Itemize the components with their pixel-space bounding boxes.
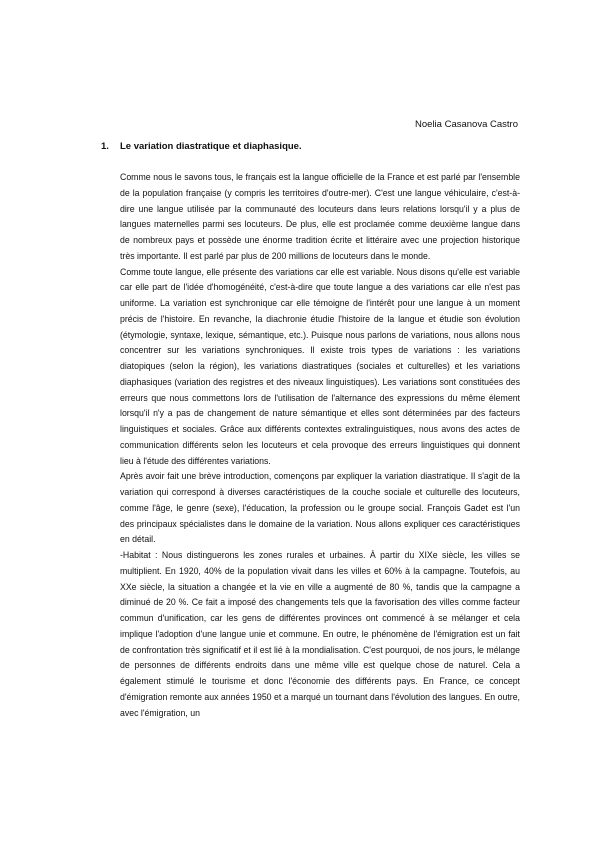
- section-number: 1.: [101, 141, 109, 152]
- author-name: Noelia Casanova Castro: [415, 119, 518, 130]
- paragraph-variations: Comme toute langue, elle présente des variations car elle est variable. Nous disons qu'elle est variable car elle part de l'idée d'homogénéité, c'est-à-dire que toute langue a des variations car elle n'est pas uniforme. La variation est synchronique car elle témoigne de l'intérêt pour une langue à un moment précis de l'histoire. En revanche, la diachronie étudie l'histoire de la langue et étudie son évolution (étymologie, syntaxe, lexique, sémantique, etc.). Puisque nous parlons de variations, nous allons nous concentrer sur les variations synchroniques. Il existe trois types de variations : les variations diatopiques (selon la région), les variations diastratiques (sociales et culturelles) et les variations diaphasiques (variation des registres et des niveaux linguistiques). Les variations sont constituées des erreurs que nous commettons lors de l'utilisation de l'alternance des expressions du même élement lorsqu'il n'y a pas de changement de nature sémantique et elles sont déterminées par des facteurs linguistiques et sociales. Grâce aux différents contextes extralinguistiques, nous avons des actes de communication différents selon les locuteurs et cela provoque des erreurs linguistiques qui donnent lieu à l'étude des différentes variations.: [120, 266, 520, 466]
- paragraph-diastratic: Après avoir fait une brève introduction, començons par expliquer la variation diastratique. Il s'agit de la variation qui correspond à diverses caractéristiques de la couche sociale et culturelle des locuteurs, comme l'âge, le genre (sexe), l'éducation, la profession ou le groupe social. François Gadet est l'un des principaux spécialistes dans le domaine de la variation. Nous allons expliquer ces caractéristiques en détail.: [120, 471, 520, 545]
- section-title: Le variation diastratique et diaphasique.: [120, 141, 302, 152]
- body-text: [120, 170, 520, 721]
- section-heading: [101, 141, 302, 153]
- paragraph-habitat: -Habitat : Nous distinguerons les zones rurales et urbaines. À partir du XIXe siècle, les villes se multiplient. En 1920, 40% de la population vivait dans les villes et 60% à la campagne. Toutefois, au XXe siècle, la situation a changée et la vie en ville a augmenté de 80 %, tandis que la campagne a diminué de 20 %. Ce fait a imposé des changements tels que la favorisation des villes comme facteur commun d'unification, car les gens de différentes provinces ont commencé à se mélanger et cela implique l'adoption d'une langue unie et commune. En outre, le phénomène de l'émigration est un fait de confrontation très significatif et il est lié à la mondialisation. C'est pourquoi, de nos jours, le mélange de personnes de différents endroits dans une même ville est quelque chose de naturel. Cela a également stimulé le tourisme et donc l'économie des différents pays. En France, ce concept d'émigration remonte aux années 1950 et a marqué un tournant dans l'évolution des langues. En outre, avec l'émigration, un: [120, 550, 520, 718]
- paragraph-introduction: Comme nous le savons tous, le français est la langue officielle de la France et est parlé par l'ensemble de la population française (y compris les territoires d'outre-mer). C'est une langue véhiculaire, c'est-à-dire une langue utilisée par la communauté des locuteurs dans leurs relations lorsqu'il y a plus de langues maternelles parmi ses locuteurs. De plus, elle est proclamée comme deuxième langue dans de nombreux pays et possède une énorme tradition écrite et littéraire avec une projection historique très importante. Il est parlé par plus de 200 millions de locuteurs dans le monde.: [120, 172, 520, 261]
